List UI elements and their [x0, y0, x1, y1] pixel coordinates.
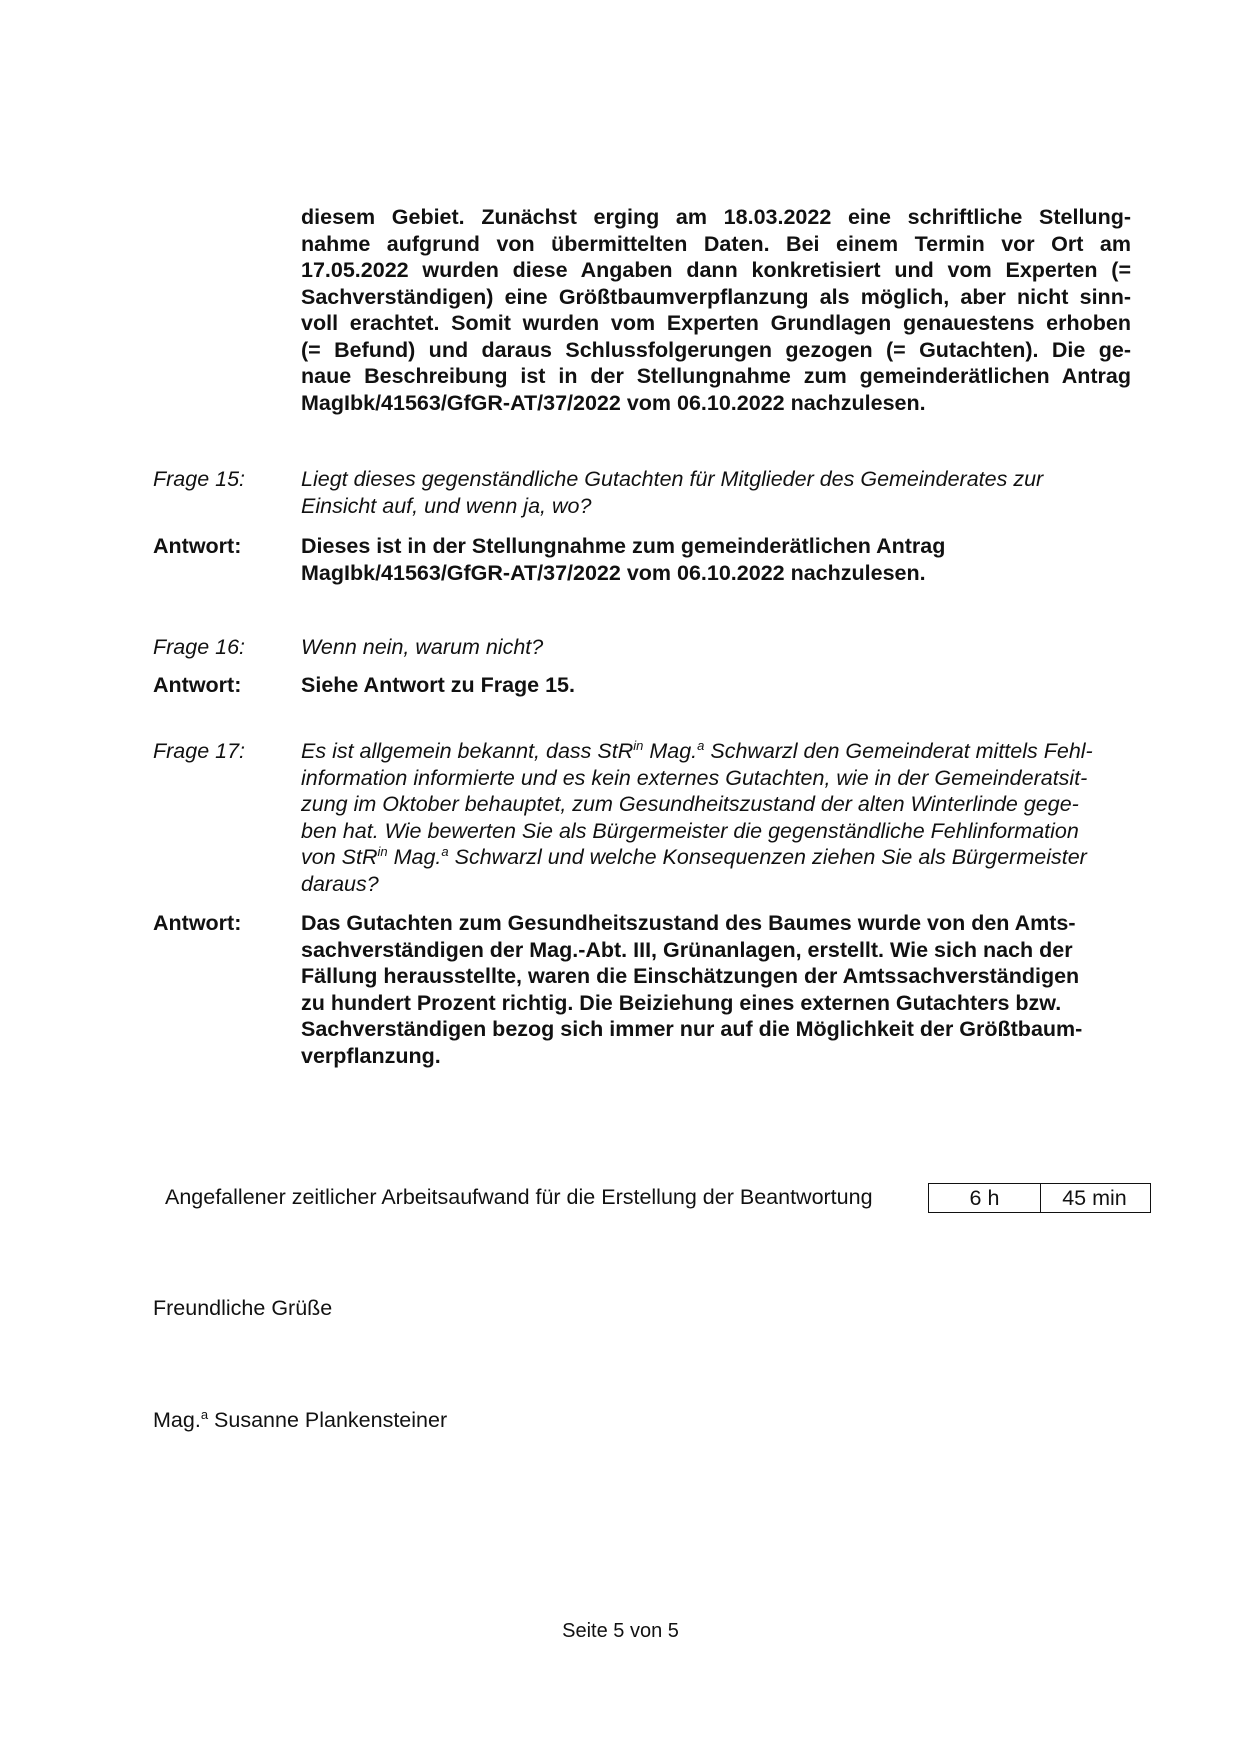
- answer-15-line: MagIbk/41563/GfGR-AT/37/2022 vom 06.10.2022 nachzulesen.: [301, 560, 926, 585]
- signer-surname: Susanne Plankensteiner: [208, 1408, 448, 1432]
- answer-17-line: sachverständigen der Mag.-Abt. III, Grünanlagen, erstellt. Wie sich nach der: [301, 937, 1073, 962]
- answer-17-label: Antwort:: [153, 911, 242, 935]
- intro-line: (= Befund) und daraus Schlussfolgerungen gezogen (= Gutachten). Die ge-: [301, 337, 1131, 362]
- answer-17-line: Sachverständigen bezog sich immer nur auf die Möglichkeit der Größtbaum-: [301, 1017, 1083, 1041]
- question-17-line: [301, 738, 1131, 765]
- answer-16-text: Siehe Antwort zu Frage 15.: [301, 673, 575, 697]
- question-17-text: [301, 738, 1131, 897]
- answer-15-text: [301, 533, 1131, 586]
- q17-superscript: in: [633, 737, 644, 753]
- intro-line: nahme aufgrund von übermittelten Daten. Bei einem Termin vor Ort am: [301, 231, 1131, 256]
- q17-text-part: Schwarzl und welche Konsequenzen ziehen Sie als Bürgermeister: [448, 845, 1087, 869]
- q17-text-part: Schwarzl den Gemeinderat mittels Fehl-: [704, 739, 1093, 763]
- answer-17-line: Das Gutachten zum Gesundheitszustand des Baumes wurde von den Amts-: [301, 911, 1076, 935]
- answer-15-line: Dieses ist in der Stellungnahme zum gemeinderätlichen Antrag: [301, 534, 946, 558]
- intro-line: 17.05.2022 wurden diese Angaben dann konkretisiert und vom Experten (=: [301, 258, 1131, 282]
- signer-prefix: Mag.: [153, 1408, 201, 1432]
- answer-17-line: Fällung herausstellte, waren die Einschätzungen der Amtssachverständigen: [301, 964, 1080, 988]
- q17-superscript: a: [441, 843, 449, 859]
- effort-label: Angefallener zeitlicher Arbeitsaufwand für die Erstellung der Beantwortung: [165, 1185, 873, 1209]
- answer-17-text: [301, 910, 1131, 1069]
- closing-greeting: Freundliche Grüße: [153, 1296, 333, 1320]
- intro-line: Sachverständigen) eine Größtbaumverpflanzung als möglich, aber nicht sinn-: [301, 284, 1131, 309]
- answer-16-label: Antwort:: [153, 673, 242, 697]
- q17-superscript: in: [377, 843, 388, 859]
- answer-17-line: verpflanzung.: [301, 1043, 441, 1068]
- q17-text-part: von StR: [301, 845, 378, 869]
- q17-text-part: Mag.: [643, 739, 698, 763]
- question-17-line: [301, 844, 1131, 871]
- answer-15-label: Antwort:: [153, 534, 242, 558]
- question-17-line: daraus?: [301, 871, 379, 896]
- question-17-line: zung im Oktober behauptet, zum Gesundheitszustand der alten Winterlinde gege-: [301, 792, 1079, 816]
- question-15-text: [301, 466, 1131, 519]
- question-15-label: Frage 15:: [153, 467, 246, 491]
- intro-line: diesem Gebiet. Zunächst erging am 18.03.2022 eine schriftliche Stellung-: [301, 205, 1131, 229]
- effort-hours-cell: 6 h: [928, 1183, 1041, 1213]
- question-17-line: ben hat. Wie bewerten Sie als Bürgermeister die gegenständliche Fehlinformation: [301, 818, 1079, 843]
- question-15-line: Einsicht auf, und wenn ja, wo?: [301, 493, 592, 518]
- signer-name: [153, 1407, 447, 1434]
- signer-superscript: a: [200, 1406, 209, 1422]
- question-17-label: Frage 17:: [153, 739, 246, 763]
- question-16-text: Wenn nein, warum nicht?: [301, 635, 544, 659]
- effort-minutes-cell: 45 min: [1039, 1183, 1151, 1213]
- question-15-line: Liegt dieses gegenständliche Gutachten für Mitglieder des Gemeinderates zur: [301, 467, 1044, 491]
- answer-17-line: zu hundert Prozent richtig. Die Beiziehung eines externen Gutachters bzw.: [301, 990, 1062, 1015]
- intro-line: MagIbk/41563/GfGR-AT/37/2022 vom 06.10.2022 nachzulesen.: [301, 390, 926, 415]
- q17-superscript: a: [697, 737, 705, 753]
- intro-line: voll erachtet. Somit wurden vom Experten Grundlagen genauestens erhoben: [301, 311, 1131, 335]
- question-17-line: information informierte und es kein externes Gutachten, wie in der Gemeinderatsit-: [301, 765, 1088, 790]
- q17-text-part: Es ist allgemein bekannt, dass StR: [301, 739, 634, 763]
- page-number: Seite 5 von 5: [562, 1620, 679, 1642]
- intro-answer-text: [301, 204, 1131, 416]
- question-16-label: Frage 16:: [153, 635, 246, 659]
- q17-text-part: Mag.: [387, 845, 442, 869]
- intro-line: naue Beschreibung ist in der Stellungnahme zum gemeinderätlichen Antrag: [301, 364, 1131, 388]
